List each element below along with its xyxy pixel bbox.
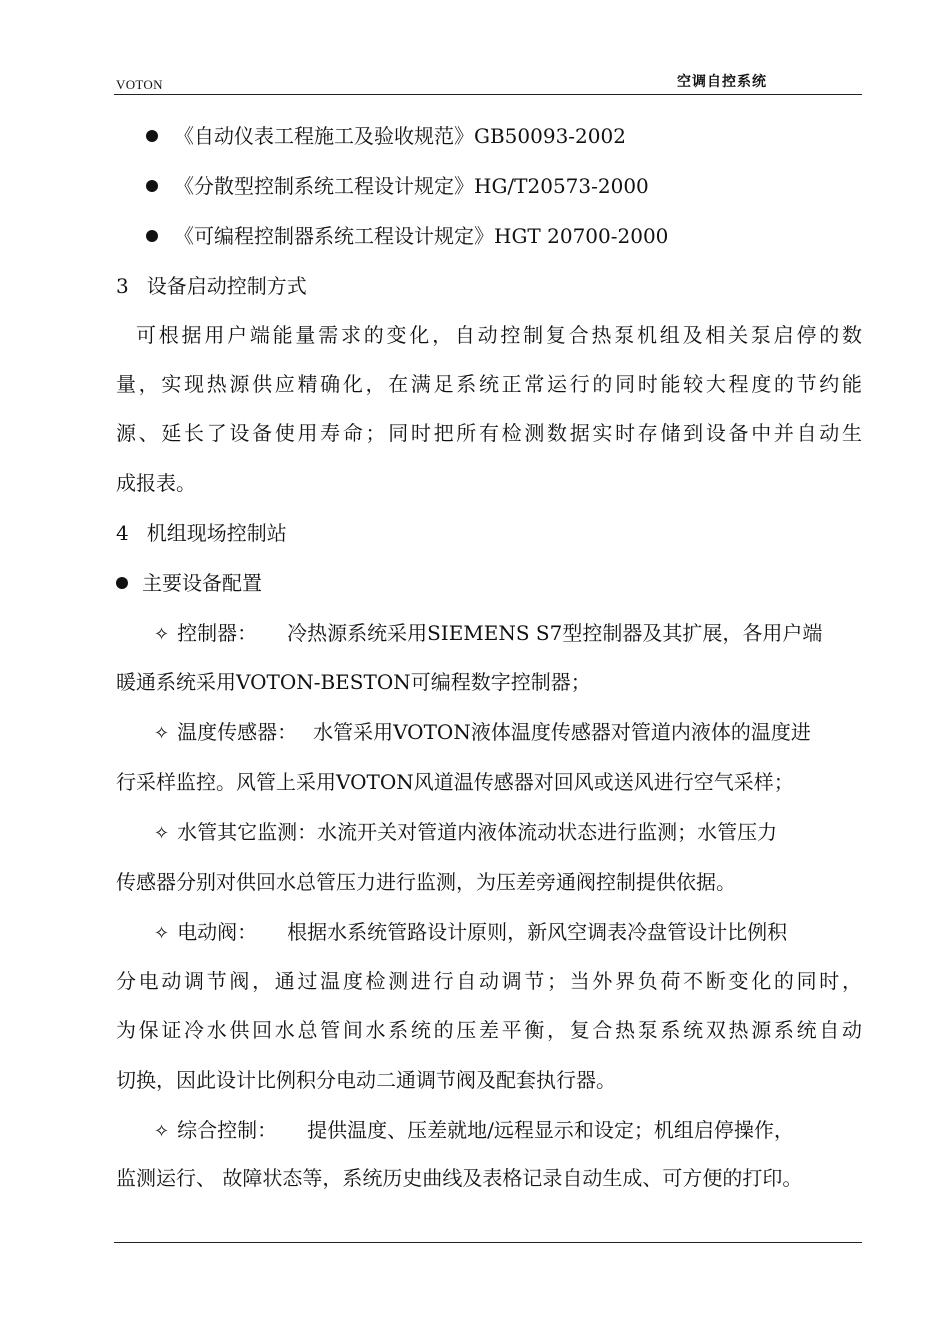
header-brand: VOTON [116,77,163,92]
config-item-temperature-sensor [154,719,862,747]
item-continuation: 监测运行、 故障状态等，系统历史曲线及表格记录自动生成、可方便的打印。 [116,1166,803,1190]
item-continuation: 分电动调节阀，通过温度检测进行自动调节；当外界负荷不断变化的同时， [116,969,862,993]
footer-divider [114,1242,862,1243]
bullet-icon [146,180,158,192]
section-number: 4 [116,521,129,545]
item-text: 水流开关对管道内液体流动状态进行监测；水管压力 [317,820,778,844]
header-divider [114,94,862,95]
item-text: 水管采用VOTON液体温度传感器对管道内液体的温度进 [313,720,811,744]
diamond-icon: ✧ [154,823,170,844]
bullet-icon [146,130,158,142]
config-item-water-monitoring [154,819,862,847]
section-3-heading [116,273,862,299]
item-continuation: 传感器分别对供回水总管压力进行监测，为压差旁通阀控制提供依据。 [116,870,736,894]
paragraph-line: 量，实现热源供应精确化，在满足系统正常运行的同时能较大程度的节约能 [116,372,862,396]
diamond-icon: ✧ [154,1121,170,1142]
paragraph-line: 源、延长了设备使用寿命；同时把所有检测数据实时存储到设备中并自动生 [116,421,862,445]
bullet-text: 主要设备配置 [142,571,262,595]
paragraph-line: 成报表。 [116,471,196,495]
section-title: 设备启动控制方式 [146,274,307,298]
item-label: 水管其它监测： [177,820,318,844]
paragraph-line: 可根据用户端能量需求的变化，自动控制复合热泵机组及相关泵启停的数 [136,323,862,347]
equipment-bullet [116,570,862,596]
config-item-integrated-control [154,1117,862,1145]
config-item-electric-valve [154,919,862,947]
section-number: 3 [116,274,129,298]
section-title: 机组现场控制站 [146,521,287,545]
standard-text: 《自动仪表工程施工及验收规范》GB50093-2002 [174,124,626,148]
item-text: 根据水系统管路设计原则，新风空调表冷盘管设计比例积 [287,920,788,944]
standard-text: 《分散型控制系统工程设计规定》HG/T20573-2000 [174,174,649,198]
item-label: 控制器： [177,621,258,645]
item-text: 提供温度、压差就地/远程显示和设定；机组启停操作， [307,1118,794,1142]
diamond-icon: ✧ [154,723,170,744]
item-continuation: 行采样监控。风管上采用VOTON风道温传感器对回风或送风进行空气采样； [116,770,794,794]
header-title: 空调自控系统 [677,74,767,90]
bullet-icon [116,577,128,589]
standard-item [146,173,846,199]
item-label: 综合控制： [177,1118,278,1142]
config-item-controller [154,620,862,648]
standard-text: 《可编程控制器系统工程设计规定》HGT 20700-2000 [174,224,669,248]
item-continuation: 切换，因此设计比例积分电动二通调节阀及配套执行器。 [116,1068,616,1092]
section-4-heading [116,520,862,546]
item-label: 温度传感器： [177,720,298,744]
diamond-icon: ✧ [154,624,170,645]
standard-item [146,123,846,149]
item-label: 电动阀： [177,920,258,944]
item-continuation: 为保证冷水供回水总管间水系统的压差平衡，复合热泵系统双热源系统自动 [116,1018,862,1042]
item-text: 冷热源系统采用SIEMENS S7型控制器及其扩展，各用户端 [287,621,823,645]
item-continuation: 暖通系统采用VOTON-BESTON可编程数字控制器； [116,670,591,694]
bullet-icon [146,230,158,242]
standard-item [146,223,846,249]
diamond-icon: ✧ [154,923,170,944]
